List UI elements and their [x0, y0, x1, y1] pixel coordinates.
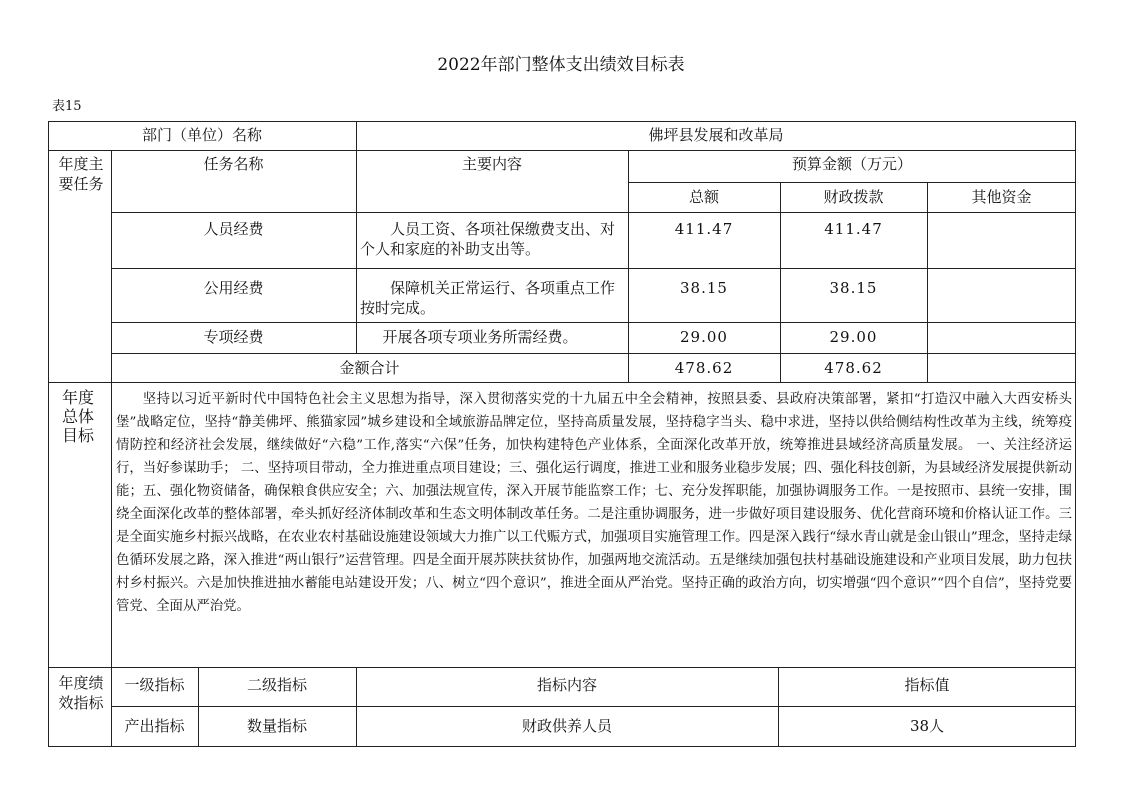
grid-line [48, 150, 1076, 151]
task-total: 29.00 [680, 328, 728, 346]
col-budget: 预算金额（万元） [791, 155, 912, 173]
indicator-level2: 数量指标 [246, 717, 307, 735]
table-number: 表15 [52, 99, 82, 114]
task-content: 开展各项专项业务所需经费。 [382, 328, 578, 346]
grid-line [111, 706, 1076, 707]
task-fiscal: 29.00 [829, 328, 878, 346]
grid-line [111, 382, 112, 668]
grid-line [111, 212, 1076, 213]
grid-line [1075, 121, 1076, 747]
grid-line [48, 121, 1076, 122]
dept-name-label: 部门（单位）名称 [141, 126, 262, 144]
task-name: 专项经费 [203, 328, 264, 346]
col-other: 其他资金 [971, 188, 1032, 206]
section-label-indicators: 年度绩效指标 [58, 674, 104, 712]
indicator-content: 财政供养人员 [521, 717, 612, 735]
sum-label: 金额合计 [339, 359, 400, 377]
grid-line [48, 382, 1076, 383]
col-level1: 一级指标 [124, 676, 185, 694]
task-total: 411.47 [674, 220, 734, 238]
sum-total: 478.62 [674, 359, 734, 377]
task-content: 保障机关正常运行、各项重点工作按时完成。 [360, 279, 616, 317]
grid-line [628, 182, 1076, 183]
grid-line [111, 268, 1076, 269]
task-name: 公用经费 [203, 279, 264, 297]
col-indicator-value: 指标值 [904, 676, 950, 694]
sum-fiscal: 478.62 [824, 359, 883, 377]
col-task-name: 任务名称 [203, 155, 264, 173]
grid-line [111, 353, 1076, 354]
section-label-tasks: 年度主要任务 [58, 155, 104, 193]
section-label-goal: 年度总体目标 [61, 388, 94, 445]
indicator-value: 38人 [909, 717, 945, 735]
grid-line [48, 667, 1076, 668]
task-content: 人员工资、各项社保缴费支出、对个人和家庭的补助支出等。 [360, 220, 616, 258]
page-title: 2022年部门整体支出绩效目标表 [437, 55, 685, 75]
dept-name-value: 佛坪县发展和改革局 [648, 126, 784, 144]
col-indicator-content: 指标内容 [536, 676, 597, 694]
grid-line [48, 121, 49, 747]
grid-line [48, 746, 1076, 747]
col-total: 总额 [688, 188, 719, 206]
indicator-level1: 产出指标 [124, 717, 185, 735]
grid-line [927, 182, 928, 383]
col-main-content: 主要内容 [461, 155, 522, 173]
task-fiscal: 38.15 [829, 279, 878, 297]
col-level2: 二级指标 [246, 676, 307, 694]
task-name: 人员经费 [203, 220, 264, 238]
col-fiscal: 财政拨款 [823, 188, 884, 206]
task-total: 38.15 [680, 279, 728, 297]
goal-text: 坚持以习近平新时代中国特色社会主义思想为指导，深入贯彻落实党的十九届五中全会精神，按照县委、县政府决策部署，紧扣“打造汉中融入大西安桥头堡”战略定位，坚持“静美佛坪、熊猫家园”城乡建设和全域旅游品牌定位，坚持高质量发展，坚持稳字当头、稳中求进，坚持以供给侧结构性改革为主线，统筹疫情防控和经济社会发展，继续做好“六稳”工作,落实“六保”任务，加快构建特色产业体系，全面深化改革开放，统筹推进县域经济高质量发展。 一、关注经济运行，当好参谋助手； 二、坚持项目带动，全力推进重点项目建设；三、强化运行调度，推进工业和服务业稳步发展；四、强化科技创新，为县域经济发展提供新动能；五、强化物资储备，确保粮食供应安全；六、加强法规宣传，深入开展节能监察工作；七、充分发挥职能，加强协调服务工作。一是按照市、县统一安排，围绕全面深化改革的整体部署，牵头抓好经济体制改革和生态文明体制改革任务。二是注重协调服务，进一步做好项目建设服务、优化营商环境和价格认证工作。三是全面实施乡村振兴战略，在农业农村基础设施建设领域大力推广以工代赈方式，加强项目实施管理工作。四是深入践行“绿水青山就是金山银山”理念，坚持走绿色循环发展之路，深入推进“两山银行”运营管理。四是全面开展苏陕扶贫协作，加强两地交流活动。五是继续加强包扶村基础设施建设和产业项目发展，助力包扶村乡村振兴。六是加快推进抽水蓄能电站建设开发；八、树立“四个意识”，推进全面从严治党。坚持正确的政治方向，切实增强“四个意识”“四个自信”，坚持党要管党、全面从严治党。 [116, 392, 1072, 614]
grid-line [111, 322, 1076, 323]
grid-line [628, 150, 629, 383]
grid-line [111, 150, 112, 383]
task-fiscal: 411.47 [824, 220, 883, 238]
